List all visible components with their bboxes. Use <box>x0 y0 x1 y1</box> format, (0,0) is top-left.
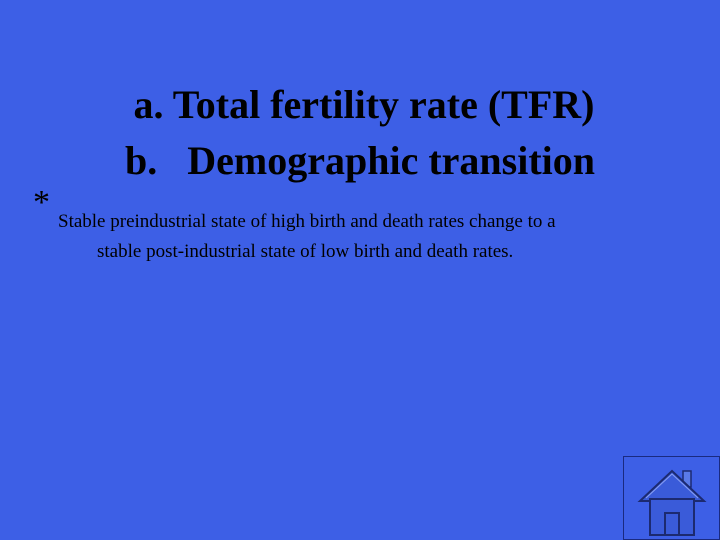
house-icon <box>636 465 708 537</box>
bullet-asterisk: * <box>33 184 50 221</box>
home-button[interactable] <box>623 456 720 540</box>
explanation-line-1: Stable preindustrial state of high birth and death rates change to a <box>58 211 556 232</box>
explanation-text <box>58 207 698 267</box>
answer-line-b: b. Demographic transition <box>125 138 595 183</box>
explanation-line-2: stable post-industrial state of low birth and death rates. <box>97 241 514 262</box>
answer-line-a: a. Total fertility rate (TFR) <box>133 82 595 127</box>
